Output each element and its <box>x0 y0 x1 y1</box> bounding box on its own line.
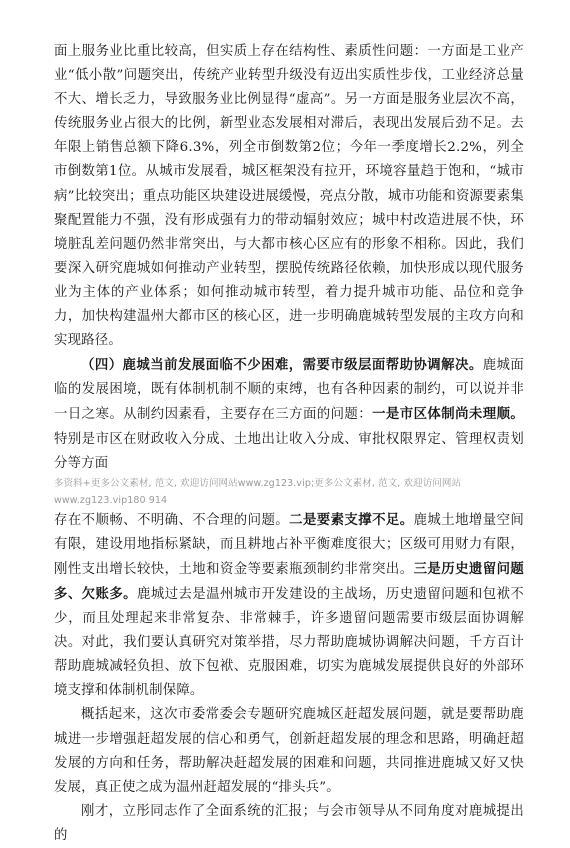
paragraph-section-four <box>54 353 524 475</box>
paragraph-text: 鹿城过去是温州城市开发建设的主战场，历史遗留问题和包袱不少，而且处理起来非常复杂、非常棘手，许多遗留问题需要市级层面协调解决。对此，我们要认真研究对策举措，尽力帮助鹿城协调解决问题，千方百计帮助鹿城减轻负担、放下包袱、克服困难，切实为鹿城发展提供良好的外部环境支撑和体制机制保障。 <box>54 586 524 699</box>
point-one-heading: 一是市区体制尚未理顺。 <box>372 406 524 423</box>
paragraph-text: 刚才，立彤同志作了全面系统的汇报；与会市领导从不同角度对鹿城提出的 <box>54 803 524 843</box>
paragraph-text: 鹿城土地增量空间有限，建设用地指标紧缺，而且耕地占补平衡难度很大；区级可用财力有限，刚性支出增长较快，土地和资金等要素瓶颈制约非常突出。 <box>54 512 524 577</box>
point-three-heading: 三是历史遗留问题多、欠账多。 <box>54 560 524 602</box>
document-page <box>54 40 524 848</box>
watermark-line: 多资料+更多公文素材, 范文, 欢迎访问网站www.zg123.vip;更多公文素材, 范文, 欢迎访问网站 <box>54 477 462 489</box>
point-two-heading: 二是要素支撑不足。 <box>289 511 414 528</box>
paragraph-constraints <box>54 508 524 704</box>
section-heading: （四）鹿城当前发展面临不少困难，需要市级层面帮助协调解决。 <box>81 357 483 374</box>
paragraph-text: 存在不顺畅、不明确、不合理的问题。 <box>54 512 290 528</box>
paragraph-text: 鹿城面临的发展困境，既有体制机制不顺的束缚，也有各种因素的制约，可以说并非一日之寒。从制约因素看，主要存在三方面的问题： <box>54 358 524 423</box>
paragraph-text: 面上服务业比重比较高，但实质上存在结构性、素质性问题：一方面是工业产业“低小散”问题突出，传统产业转型升级没有迈出实质性步伐，工业经济总量不大、增长乏力，导致服务业比例显得“虚高”。另一方面是服务业层次不高，传统服务业占很大的比例，新型业态发展相对滞后，表现出发展后劲不足。去年限上销售总额下降6.3%，列全市倒数第2位；今年一季度增长2.2%，列全市倒数第1位。从城市发展看，城区框架没有拉开，环境容量趋于饱和，“城市病”比较突出；重点功能区块建设进展缓慢，亮点分散，城市功能和资源要素集聚配置能力不强，没有形成强有力的带动辐射效应；城中村改造进展不快，环境脏乱差问题仍然非常突出，与大都市核心区应有的形象不相称。因此，我们要深入研究鹿城如何推动产业转型，摆脱传统路径依赖，加快形成以现代服务业为主体的产业体系；如何推动城市转型，着力提升城市功能、品位和竞争力，加快构建温州大都市区的核心区，进一步明确鹿城转型发展的主攻方向和实现路径。 <box>54 44 524 349</box>
watermark-line: www.zg123.vip180 914 <box>54 494 168 506</box>
paragraph-service-industry <box>54 40 524 353</box>
paragraph-text: 特别是市区在财政收入分成、土地出让收入分成、审批权限界定、管理权责划分等方面 <box>54 431 524 471</box>
paragraph-closing <box>54 800 524 848</box>
paragraph-text: 概括起来，这次市委常委会专题研究鹿城区赶超发展问题，就是要帮助鹿城进一步增强赶超发展的信心和勇气，创新赶超发展的理念和思路，明确赶超发展的方向和任务，帮助解决赶超发展的困难和问题，共同推进鹿城又好又快发展，真正使之成为温州赶超发展的“排头兵”。 <box>54 707 524 795</box>
paragraph-summary <box>54 703 524 799</box>
